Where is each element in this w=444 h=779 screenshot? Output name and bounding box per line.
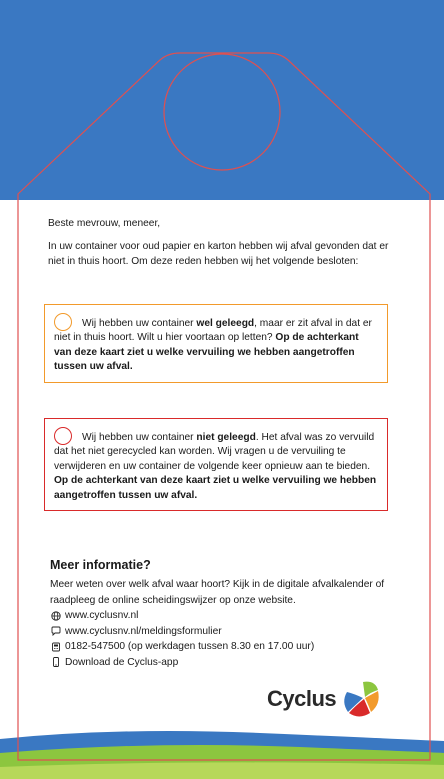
website-link-row[interactable] — [50, 608, 410, 624]
option-emptied-box — [44, 304, 388, 383]
smartphone-icon — [50, 657, 61, 668]
option-not-emptied-bold-1: niet geleegd — [196, 432, 256, 443]
chat-icon — [50, 626, 61, 637]
bottom-color-band — [0, 719, 444, 779]
option-emptied-text-1: Wij hebben uw container — [82, 318, 197, 329]
phone-number: 0182-547500 (op werkdagen tussen 8.30 en 17.00 uur) — [65, 641, 315, 652]
option-not-emptied-bold-2: Op de achterkant van deze kaart ziet u welke vervuiling we hebben aangetroffen tussen uw afval. — [54, 475, 377, 501]
info-heading: Meer informatie? — [50, 558, 151, 572]
option-emptied-bold-1: wel geleegd — [196, 318, 255, 329]
phone-row — [50, 639, 410, 655]
intro-text: In uw container voor oud papier en karton hebben wij afval gevonden dat er niet in thuis hoort. Om deze reden hebben wij het volgende besloten: — [48, 241, 389, 267]
globe-icon — [50, 610, 61, 621]
option-emptied-bold-2: Op de achterkant van deze kaart ziet u welke vervuiling we hebben aangetroffen tussen uw afval. — [54, 332, 359, 373]
app-row[interactable] — [50, 655, 410, 671]
top-blue-band — [0, 0, 444, 200]
app-download-link[interactable]: Download de Cyclus-app — [65, 656, 179, 668]
checkbox-circle-not-emptied[interactable] — [54, 427, 72, 445]
website-link[interactable]: www.cyclusnv.nl — [65, 610, 139, 621]
form-link[interactable]: www.cyclusnv.nl/meldingsformulier — [65, 625, 222, 637]
phone-icon — [50, 641, 61, 652]
cyclus-logo-mark-icon — [341, 680, 381, 718]
letter-intro — [48, 217, 400, 278]
option-emptied-text-2: , maar er zit afval in dat er niet in thuis hoort. Wilt u hier voortaan op letten? — [54, 318, 372, 344]
form-link-row[interactable] — [50, 624, 410, 640]
option-not-emptied-text-2: . Het afval was zo vervuild dat het niet gerecycled kan worden. Wij vragen u de vervuiling te verwijderen en uw container de volgende keer opnieuw aan te bieden. — [54, 432, 375, 472]
salutation: Beste mevrouw, meneer, — [48, 218, 161, 229]
cyclus-logo — [267, 680, 381, 718]
more-info-section — [50, 556, 410, 670]
option-not-emptied-box — [44, 418, 388, 511]
checkbox-circle-emptied[interactable] — [54, 313, 72, 331]
info-text: Meer weten over welk afval waar hoort? Kijk in de digitale afvalkalender of raadpleeg de online scheidingswijzer op onze website. — [50, 579, 385, 606]
logo-text: Cyclus — [267, 686, 337, 711]
option-not-emptied-text-1: Wij hebben uw container — [82, 432, 197, 443]
